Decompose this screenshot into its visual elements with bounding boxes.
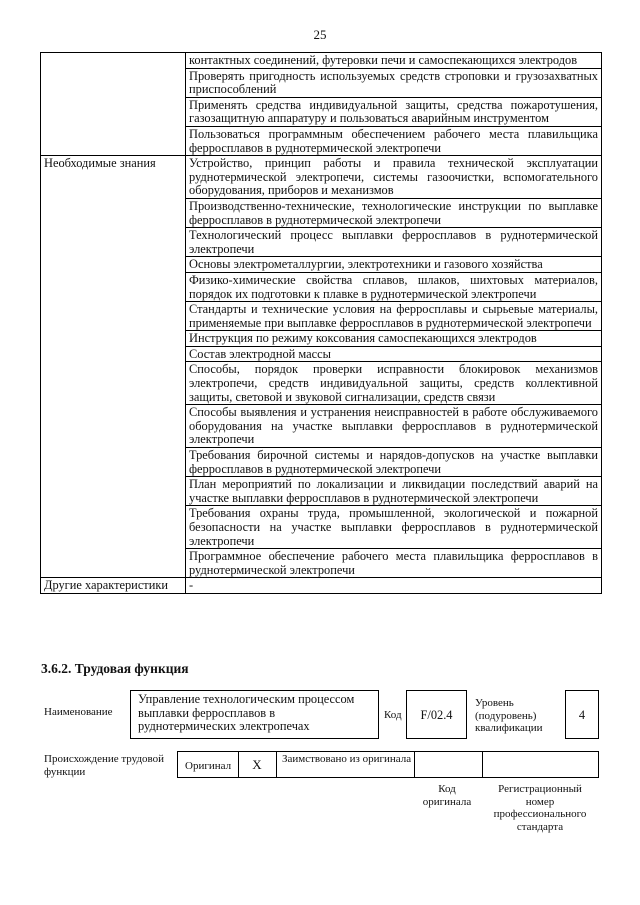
divider-2 xyxy=(482,752,483,777)
name-label: Наименование xyxy=(44,706,113,718)
row-text: Устройство, принцип работы и правила технической эксплуатации руднотермической электропечи, системы газоочистки, вспомогательного оборудования, приборов и механизмов xyxy=(186,156,602,199)
page-number: 25 xyxy=(313,27,327,42)
code-label: Код xyxy=(384,709,402,721)
name-value-box xyxy=(130,690,379,739)
divider-1 xyxy=(414,752,415,777)
row-text: Технологический процесс выплавки ферросплавов в руднотермической электропечи xyxy=(186,228,602,257)
row-text: Способы, порядок проверки исправности блокировок механизмов электропечи, средств индивидуальной защиты, средств коллективной защиты, световой и звуковой сигнализации, средств связи xyxy=(186,362,602,405)
table-row xyxy=(41,156,602,199)
original-cell xyxy=(178,752,239,777)
row-text: Физико-химические свойства сплавов, шлаков, шихтовых материалов, порядок их подготовки к плавке в руднотермической электропечи xyxy=(186,272,602,301)
row-text: Пользоваться программным обеспечением рабочего места плавильщика ферросплавов в руднотермической электропечи xyxy=(186,126,602,155)
table-row xyxy=(41,578,602,594)
row-text: Производственно-технические, технологические инструкции по выплавке ферросплавов в руднотермической электропечи xyxy=(186,198,602,227)
knowledge-table xyxy=(40,52,602,594)
row-text: Требования бирочной системы и нарядов-допусков на участке выплавки ферросплавов в руднотермической электропечи xyxy=(186,448,602,477)
origin-row xyxy=(177,751,599,778)
row-text: Требования охраны труда, промышленной, экологической и пожарной безопасности на участке выплавки ферросплавов в руднотермической электропечи xyxy=(186,506,602,549)
original-mark: X xyxy=(252,757,262,772)
code-caption: Код оригинала xyxy=(422,783,472,808)
row-text: Основы электрометаллургии, электротехники и газового хозяйства xyxy=(186,257,602,273)
level-value-box xyxy=(565,690,599,739)
level-value: 4 xyxy=(578,708,586,722)
borrowed-label: Заимствовано из оригинала xyxy=(282,753,412,765)
name-value: Управление технологическим процессом выплавки ферросплавов в руднотермических электропечах xyxy=(138,692,355,733)
level-label: Уровень (подуровень) квалификации xyxy=(475,697,543,734)
row-label: Необходимые знания xyxy=(41,156,186,578)
original-mark-cell xyxy=(238,752,277,777)
row-label xyxy=(41,53,186,156)
row-text: Применять средства индивидуальной защиты, средства пожаротушения, газозащитную аппаратуру и пользоваться аварийным инструментом xyxy=(186,97,602,126)
row-text: Программное обеспечение рабочего места плавильщика ферросплавов в руднотермической электропечи xyxy=(186,549,602,578)
origin-label: Происхождение трудовой функции xyxy=(44,753,165,778)
code-value: F/02.4 xyxy=(420,708,453,722)
original-label: Оригинал xyxy=(185,760,232,772)
row-text: Проверять пригодность используемых средств строповки и грузозахватных приспособлений xyxy=(186,68,602,97)
table-row xyxy=(41,53,602,69)
section-title: 3.6.2. Трудовая функция xyxy=(41,661,189,676)
row-text: контактных соединений, футеровки печи и самоспекающихся электродов xyxy=(186,53,602,69)
row-text: - xyxy=(186,578,602,594)
regnum-caption: Регистрационный номер профессионального стандарта xyxy=(493,783,587,833)
row-text: Стандарты и технические условия на ферросплавы и сырьевые материалы, применяемые при выплавке ферросплавов в руднотермической электропечи xyxy=(186,302,602,331)
code-value-box xyxy=(406,690,467,739)
row-label: Другие характеристики xyxy=(41,578,186,594)
row-text: Инструкция по режиму коксования самоспекающихся электродов xyxy=(186,331,602,347)
row-text: Состав электродной массы xyxy=(186,346,602,362)
row-text: План мероприятий по локализации и ликвидации последствий аварий на участке выплавки ферросплавов в руднотермической электропечи xyxy=(186,477,602,506)
row-text: Способы выявления и устранения неисправностей в работе обслуживаемого оборудования на участке выплавки ферросплавов в руднотермической электропечи xyxy=(186,405,602,448)
